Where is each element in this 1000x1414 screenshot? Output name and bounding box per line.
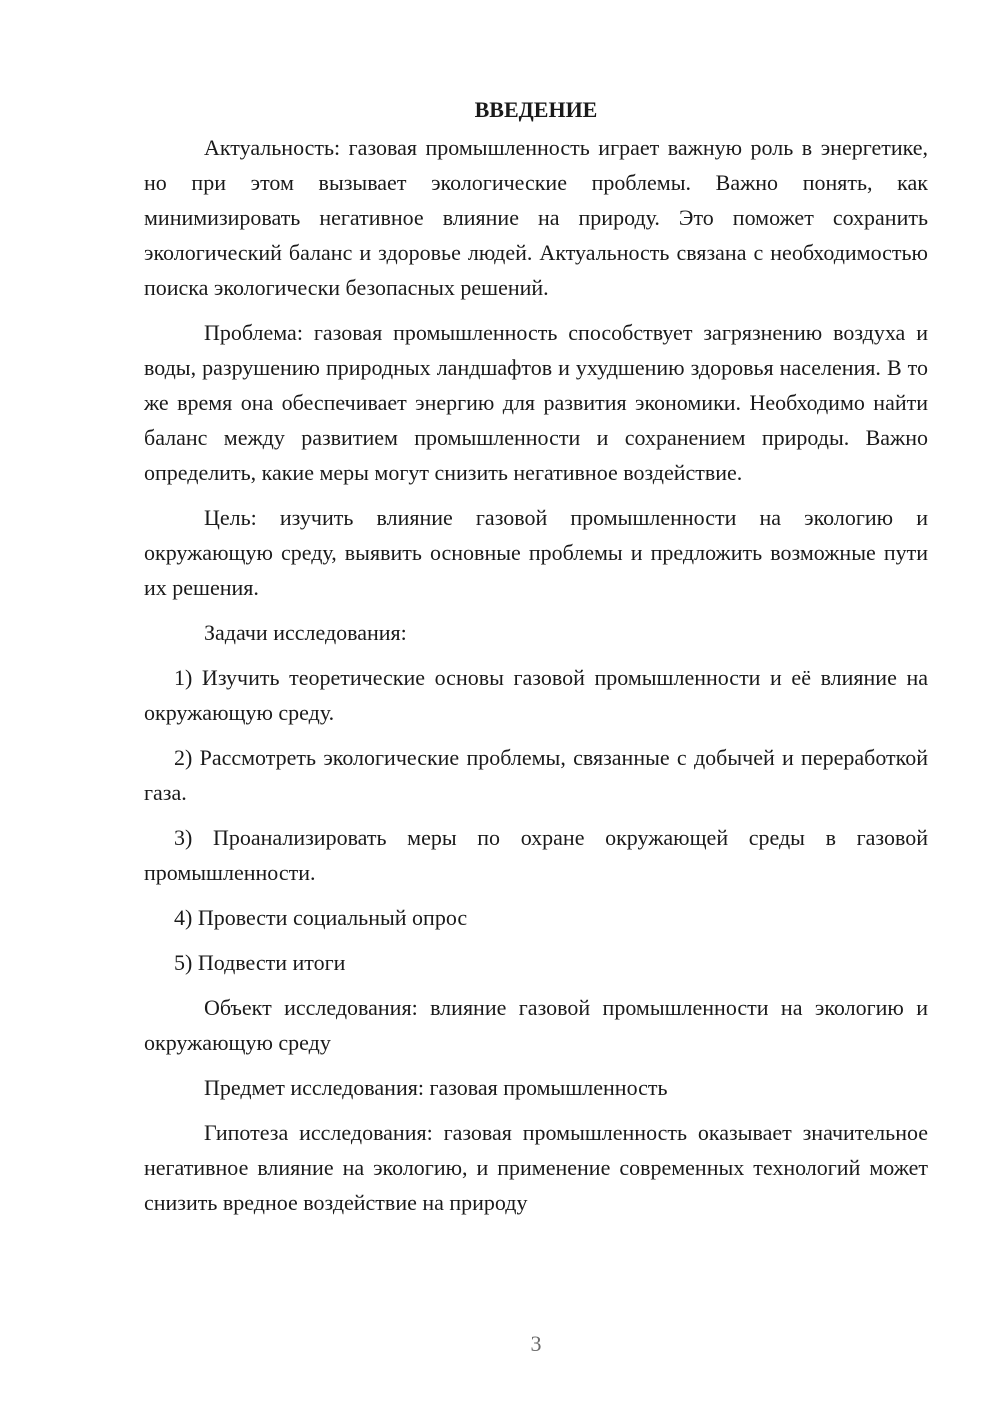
page-number: 3 xyxy=(530,1331,542,1356)
task-list-item: 2) Рассмотреть экологические проблемы, связанные с добычей и переработкой газа. xyxy=(144,745,928,805)
object-paragraph: Объект исследования: влияние газовой промышленности на экологию и окружающую среду xyxy=(144,995,928,1055)
subject-paragraph: Предмет исследования: газовая промышленность xyxy=(204,1075,668,1100)
task-list-item: 4) Провести социальный опрос xyxy=(174,905,468,930)
task-list-item: 1) Изучить теоретические основы газовой промышленности и её влияние на окружающую среду. xyxy=(144,665,928,725)
page-title: ВВЕДЕНИЕ xyxy=(474,97,598,122)
hypothesis-paragraph: Гипотеза исследования: газовая промышленность оказывает значительное негативное влияние на экологию, и применение современных технологий может снизить вредное воздействие на природу xyxy=(144,1120,928,1215)
goal-paragraph: Цель: изучить влияние газовой промышленности на экологию и окружающую среду, выявить основные проблемы и предложить возможные пути их решения. xyxy=(144,505,928,600)
task-list-item: 3) Проанализировать меры по охране окружающей среды в газовой промышленности. xyxy=(144,825,928,885)
document-page xyxy=(144,90,928,1230)
task-list-item: 5) Подвести итоги xyxy=(174,950,346,975)
problem-paragraph: Проблема: газовая промышленность способствует загрязнению воздуха и воды, разрушению природных ландшафтов и ухудшению здоровья населения. В то же время она обеспечивает энергию для развития экономики. Необходимо найти баланс между развитием промышленности и сохранением природы. Важно определить, какие меры могут снизить негативное воздействие. xyxy=(144,320,928,485)
relevance-paragraph: Актуальность: газовая промышленность играет важную роль в энергетике, но при этом вызывает экологические проблемы. Важно понять, как минимизировать негативное влияние на природу. Это поможет сохранить экологический баланс и здоровье людей. Актуальность связана с необходимостью поиска экологически безопасных решений. xyxy=(144,135,928,300)
tasks-heading: Задачи исследования: xyxy=(204,620,407,645)
